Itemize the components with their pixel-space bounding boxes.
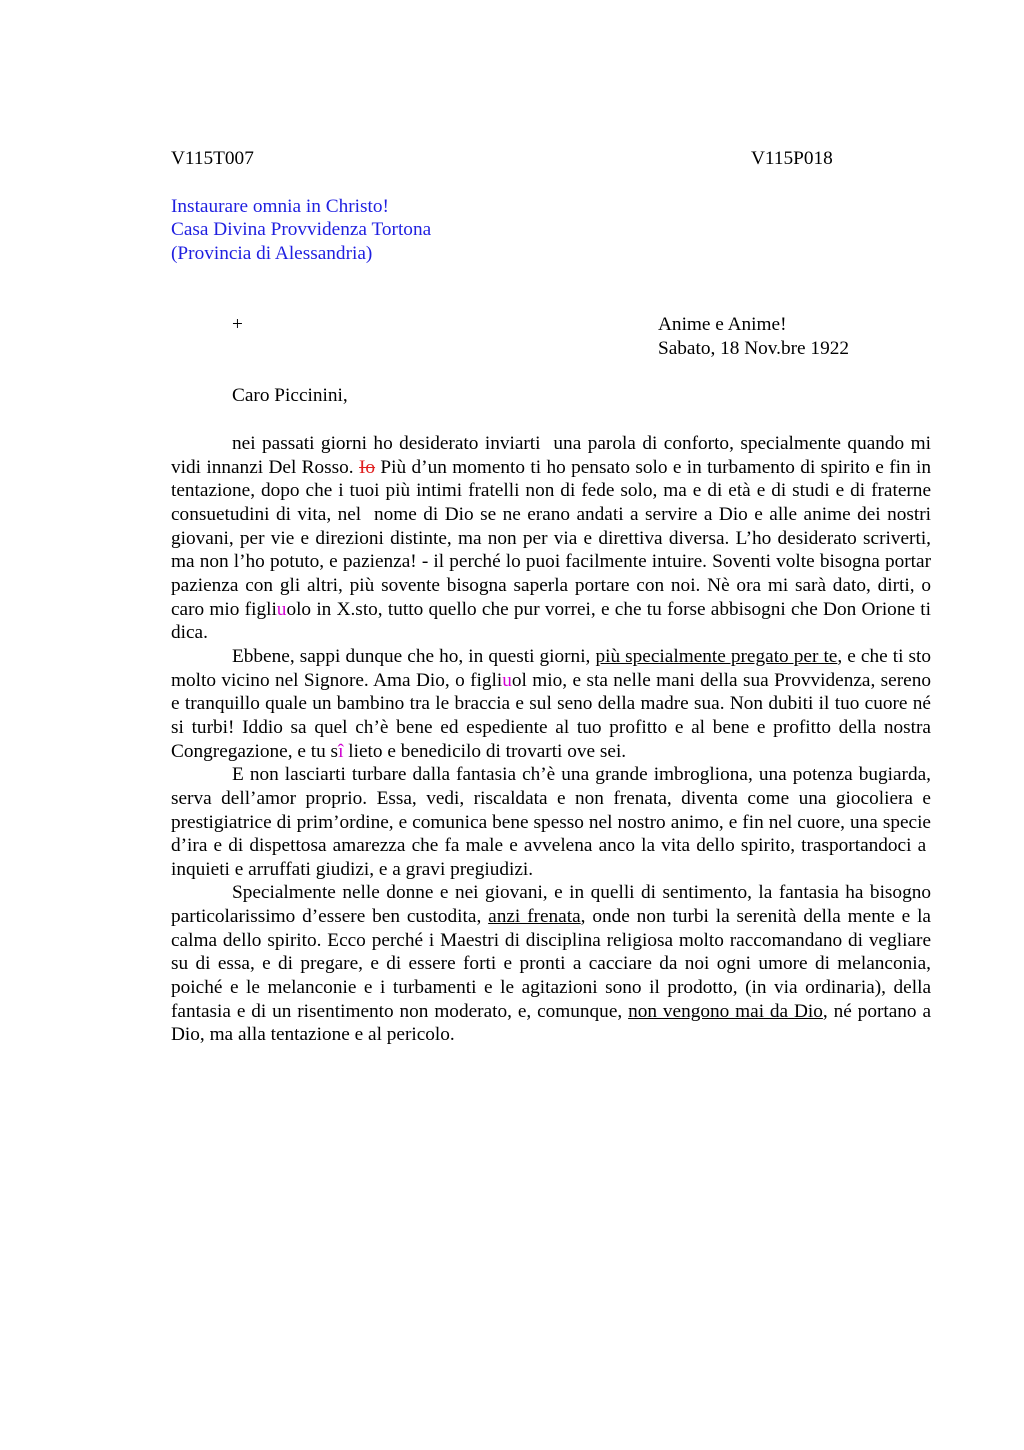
letter-paragraph [171,645,931,763]
text-run: ol mio, e sta nelle mani della sua Provvidenza, sereno e tranquillo quale un bambino tra le braccia e sul seno della madre sua. Non dubiti il tuo cuore né si turbi! Iddio sa quel ch’è bene ed espediente al tuo profitto e al bene e profitto della nostra Congregazione, e tu s [171,669,931,762]
letterhead-province: (Provincia di Alessandria) [171,243,373,264]
correction-mark: î [338,740,344,762]
text-run: lieto e benedicilo di trovarti ove sei. [343,740,627,762]
struck-word: Io [359,456,376,478]
correction-mark: u [276,598,287,620]
letterhead-institution: Casa Divina Provvidenza Tortona [171,219,432,240]
correction-mark: u [502,669,512,691]
letter-paragraph [171,763,931,881]
text-run: olo in X.sto, tutto quello che pur vorrei, e che tu forse abbisogni che Don Orione ti dica. [171,598,931,644]
text-run: Specialmente nelle donne e nei giovani, e in quelli di sentimento, la fantasia ha bisogno particolarissimo d’essere ben custodita, [171,882,931,928]
dateline-motto: Anime e Anime! [658,314,787,335]
dateline-date: Sabato, 18 Nov.bre 1922 [658,338,849,359]
underlined-phrase: non vengono mai da Dio [628,1000,823,1022]
text-run: , e che ti sto molto vicino nel Signore. Ama Dio, o figli [171,645,932,691]
document-ref-left: V115T007 [171,148,254,169]
letter-body [171,432,931,1047]
text-run: Ebbene, sappi dunque che ho, in questi giorni, [232,645,596,667]
text-run: , onde non turbi la serenità della mente e la calma dello spirito. Ecco perché i Maestri di disciplina religiosa molto raccomandano di vegliare su di essa, e di pregare, e di essere forti e pronti a cacciare da noi ogni umore di melanconia, poiché e le melanconie e i turbamenti e le agitazioni sono il prodotto, (in via ordinaria), della fantasia e di un risentimento non moderato, e, comunque, [171,906,931,1022]
text-run: nei passati giorni ho desiderato inviarti una parola di conforto, specialmente quando mi vidi innanzi Del Rosso. [171,433,931,478]
letter-paragraph [171,432,931,645]
letter-paragraph [171,881,931,1047]
cross-symbol: + [232,314,243,335]
underlined-phrase: anzi frenata [488,906,581,928]
letterhead-motto: Instaurare omnia in Christo! [171,196,389,217]
text-run: , né portano a Dio, ma alla tentazione e al pericolo. [171,1000,932,1046]
text-run: E non lasciarti turbare dalla fantasia ch’è una grande imbrogliona, una potenza bugiarda, serva dell’amor proprio. Essa, vedi, riscaldata e non frenata, diventa come una giocoliera e prestigiatrice di prim’ordine, e comunica bene spesso nel nostro animo, e fin nel cuore, una specie d’ira e di dispettosa amarezza che fa male e avvelena anco la vita dello spirito, trasportandoci a inquieti e arruffati giudizi, e a gravi pregiudizi. [171,764,931,880]
document-ref-right: V115P018 [751,148,833,169]
text-run: Più d’un momento ti ho pensato solo e in turbamento di spirito e fin in tentazione, dopo che i tuoi più intimi fratelli non di fede solo, ma e di età e di studi e di fraterne consuetudini di vita, nel nome di Dio se ne erano andati a servire a Dio e alle anime dei nostri giovani, per vie e direzioni distinte, ma non per via e direttiva diversa. L’ho desiderato scriverti, ma non l’ho potuto, e pazienza! - il perché lo puoi facilmente intuire. Soventi volte bisogna portar pazienza con gli altri, più sovente bisogna saperla portare con noi. Nè ora mi sarà dato, dirti, o caro mio figli [171,456,931,620]
underlined-phrase: più specialmente pregato per te [595,645,838,667]
salutation: Caro Piccinini, [232,385,348,406]
